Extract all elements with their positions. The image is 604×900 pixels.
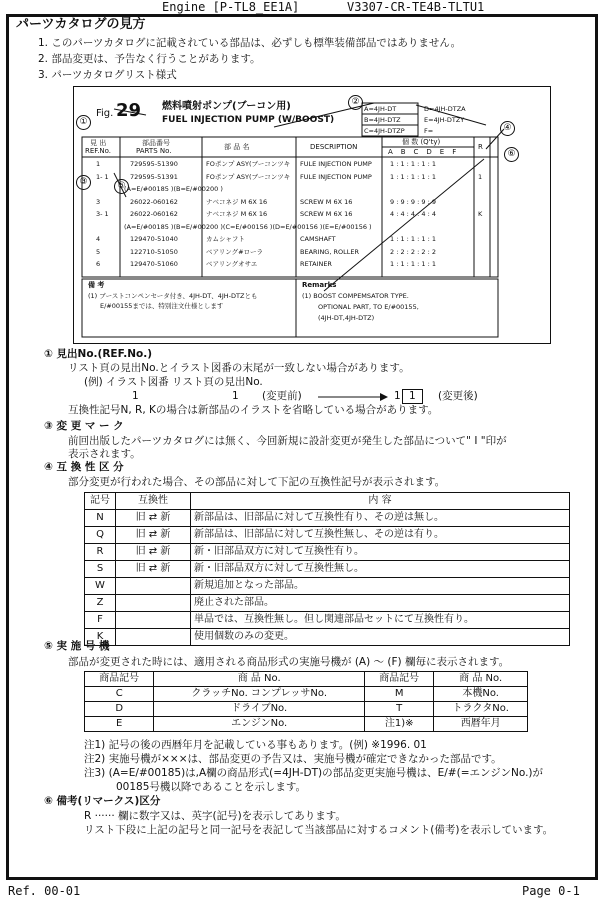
model-b: B=4JH-DTZ	[364, 116, 401, 124]
sec1-line-3: 互換性記号N, R, Kの場合は新部品のイラストを省略している場合があります。	[68, 404, 439, 416]
compat-desc: 新・旧部品双方に対して互換性無し。	[191, 561, 570, 578]
intro-3: 3. パーツカタログリスト様式	[38, 69, 177, 81]
col-qty: 個 数 (Q'ty)	[402, 138, 441, 146]
sec6-line-2: リスト下段に上記の記号と同一記号を表記して当該部品に対するコメント(備考)を表示しています。	[84, 824, 554, 836]
table-row	[85, 544, 570, 561]
compat-head-cell: 記号	[85, 493, 116, 510]
sec5-note-4: 00185号機以降であることを示します。	[116, 781, 307, 793]
sample-ref: 3	[96, 197, 101, 206]
sec1-before-illus: 1	[132, 390, 139, 402]
table-row	[85, 629, 570, 646]
compat-desc: 新規追加となった部品。	[191, 578, 570, 595]
model-c: C=4JH-DTZP	[364, 127, 405, 135]
compat-desc: 新部品は、旧部品に対して互換性無し、その逆は有り。	[191, 527, 570, 544]
compat-symbol	[116, 612, 191, 629]
arrow-icon	[318, 392, 388, 402]
sample-name: FOポンプ ASY(ブーコンツキ	[206, 172, 291, 181]
compat-desc: 単品では、互換性無し。但し関連部品セットにて互換性有り。	[191, 612, 570, 629]
compat-symbol	[116, 578, 191, 595]
intro-2: 2. 部品変更は、予告なく行うことがあります。	[38, 53, 261, 65]
product-cell: エンジンNo.	[154, 717, 365, 732]
product-cell: C	[85, 687, 154, 702]
remarks-en-title: Remarks	[302, 281, 337, 289]
sample-desc: SCREW M 6X 16	[300, 197, 353, 206]
compat-desc: 新部品は、旧部品に対して互換性有り、その逆は無し。	[191, 510, 570, 527]
sample-ref: 6	[96, 260, 101, 268]
table-row	[85, 595, 570, 612]
col-ref-jp: 見 出	[90, 139, 107, 147]
sample-ref: 1	[96, 160, 101, 168]
sec5-note-1: 注1) 記号の後の西暦年月を記載している事もあります。(例) ※1996. 01	[84, 739, 427, 751]
col-name: 部 品 名	[224, 143, 250, 151]
sec4-title: ④ 互 換 性 区 分	[44, 461, 124, 473]
compat-desc: 使用個数のみの変更。	[191, 629, 570, 646]
compat-code: K	[85, 629, 116, 646]
sample-desc: RETAINER	[300, 260, 332, 268]
sample-part: 26022-060162	[130, 197, 178, 206]
col-part-en: PARTS No.	[136, 147, 172, 155]
page-title: パーツカタログの見方	[16, 17, 146, 32]
sec1-example: (例) イラスト図番 リスト頁の見出No.	[84, 376, 263, 388]
model-f: F=	[424, 127, 434, 135]
callout-2: ②	[348, 95, 363, 110]
sample-part: 129470-51060	[130, 260, 178, 268]
table-row	[85, 578, 570, 595]
sample-part: (A=E/#00185 )(B=E/#00200 )	[124, 185, 223, 193]
fig-label: Fig.	[96, 108, 114, 119]
sec3-title: ③ 変 更 マ ー ク	[44, 420, 124, 432]
compat-code: R	[85, 544, 116, 561]
sec1-after-label: (変更後)	[438, 390, 478, 402]
page-footer	[0, 883, 604, 899]
sec4-desc: 部分変更が行われた場合、その部品に対して下記の互換性記号が表示されます。	[68, 476, 446, 488]
sample-qty: 1 : 1 : 1 : 1 : 1	[390, 260, 436, 268]
product-cell: 商品記号	[85, 672, 154, 687]
sample-part: 129470-51040	[130, 235, 178, 243]
sec1-line-1: リスト頁の見出No.とイラスト図番の末尾が一致しない場合があります。	[68, 362, 410, 374]
product-cell: ドライブNo.	[154, 702, 365, 717]
sample-qty: 2 : 2 : 2 : 2 : 2	[390, 247, 436, 256]
sample-ref: 4	[96, 235, 101, 243]
sample-name: ナベコネジ M 6X 16	[206, 210, 268, 218]
compat-code: F	[85, 612, 116, 629]
sec5-desc: 部品が変更された時には、適用される商品形式の実施号機が (A) 〜 (F) 欄毎に表示されます。	[68, 656, 510, 668]
intro-1: 1. このパーツカタログに記載されている部品は、必ずしも標準装備部品ではありません。	[38, 37, 462, 49]
sample-r: 1	[478, 172, 483, 181]
sec5-title: ⑤ 実 施 号 機	[44, 640, 110, 652]
sample-ref: 1- 1	[96, 172, 109, 181]
compat-desc: 新・旧部品双方に対して互換性有り。	[191, 544, 570, 561]
sample-name: カムシャフト	[206, 235, 245, 243]
sample-desc: FULE INJECTION PUMP	[300, 160, 372, 168]
table-row	[85, 687, 528, 702]
sec3-line-2: 表示されます。	[68, 448, 141, 460]
callout-4: ④	[500, 121, 515, 136]
product-head-row	[85, 672, 528, 687]
sample-qty: 4 : 4 : 4 : 4 : 4	[390, 210, 436, 218]
col-ref-en: REF.No.	[85, 147, 112, 155]
compat-symbol: 旧 ⇄ 新	[116, 544, 191, 561]
model-label: V3307-CR-TE4B-TLTU1	[347, 0, 485, 14]
product-cell: クラッチNo. コンプレッサNo.	[154, 687, 365, 702]
table-row	[85, 527, 570, 544]
compat-symbol: 旧 ⇄ 新	[116, 561, 191, 578]
page-label: Page 0-1	[522, 884, 580, 898]
table-row	[85, 702, 528, 717]
sample-desc: SCREW M 6X 16	[300, 210, 353, 218]
compat-code: N	[85, 510, 116, 527]
remarks-jp-title: 備 考	[88, 281, 105, 289]
remarks-en-3: (4JH-DT,4JH-DTZ)	[318, 314, 375, 322]
model-a: A=4JH-DT	[364, 105, 397, 113]
sample-desc: CAMSHAFT	[300, 235, 336, 243]
sec5-note-3: 注3) (A=E/#00185)は,A欄の商品形式(=4JH-DT)の部品変更実施号機は、E/#(=エンジンNo.)が	[84, 767, 543, 779]
compat-desc: 廃止された部品。	[191, 595, 570, 612]
compat-symbol: 旧 ⇄ 新	[116, 510, 191, 527]
col-letters: ABCDEF	[388, 148, 465, 156]
table-row	[85, 612, 570, 629]
sec1-title: ① 見出No.(REF.No.)	[44, 348, 152, 360]
sample-part: (A=E/#00185 )(B=E/#00200 )(C=E/#00156 )(D=E/#00156 )(E=E/#00156 )	[124, 222, 372, 231]
product-cell: 商品記号	[365, 672, 434, 687]
compat-table	[84, 492, 570, 646]
callout-6: ⑥	[504, 147, 519, 162]
sample-r: K	[478, 210, 483, 218]
compat-code: Z	[85, 595, 116, 612]
ref-label: Ref. 00-01	[8, 884, 81, 898]
sample-qty: 9 : 9 : 9 : 9 : 9	[390, 197, 436, 206]
sec1-after-illus: 1	[394, 390, 401, 402]
remarks-en-2: OPTIONAL PART, TO E/#00155,	[318, 303, 419, 311]
compat-code: S	[85, 561, 116, 578]
compat-symbol	[116, 595, 191, 612]
sec3-line-1: 前回出版したパーツカタログには無く、今回新規に設計変更が発生した部品について" I "印が	[68, 435, 507, 447]
col-r: R	[478, 143, 483, 151]
product-table	[84, 671, 528, 732]
sec6-title: ⑥ 備考(リマークス)区分	[44, 795, 161, 807]
fig-title-jp: 燃料噴射ポンプ(ブーコン用)	[162, 101, 291, 112]
callout-5: ⑤	[114, 179, 129, 194]
parts-list-sample	[73, 86, 551, 344]
product-cell: 注1)※	[365, 717, 434, 732]
sample-part: 729595-51391	[130, 172, 178, 181]
product-cell: T	[365, 702, 434, 717]
product-cell: トラクタNo.	[434, 702, 528, 717]
compat-code: Q	[85, 527, 116, 544]
page-header	[0, 0, 604, 14]
sec5-note-2: 注2) 実施号機が×××は、部品変更の予告又は、実施号機が確定できなかった部品です。	[84, 753, 502, 765]
product-cell: E	[85, 717, 154, 732]
compat-code: W	[85, 578, 116, 595]
callout-1: ①	[76, 115, 91, 130]
compat-symbol: 旧 ⇄ 新	[116, 527, 191, 544]
sample-part: 122710-51050	[130, 247, 178, 256]
callout-3: ③	[76, 175, 91, 190]
fig-number: 29	[116, 100, 142, 121]
col-part-jp: 部品番号	[142, 139, 170, 147]
table-row	[85, 717, 528, 732]
sample-ref: 3- 1	[96, 210, 109, 218]
sample-part: 26022-060162	[130, 210, 178, 218]
compat-head-row	[85, 493, 570, 510]
sample-qty: 1 : 1 : 1 : 1 : 1	[390, 160, 436, 168]
fig-title-en: FUEL INJECTION PUMP (W/BOOST)	[162, 115, 335, 125]
sample-qty: 1 : 1 : 1 : 1 : 1	[390, 172, 436, 181]
remarks-en-1: (1) BOOST COMPEMSATOR TYPE.	[302, 292, 409, 300]
sec1-before-ref: 1	[232, 390, 239, 402]
product-cell: M	[365, 687, 434, 702]
sec6-line-1: R ······ 欄に数字又は、英字(記号)を表示してあります。	[84, 810, 346, 822]
sample-name: ナベコネジ M 6X 16	[206, 197, 268, 206]
sample-desc: BEARING, ROLLER	[300, 247, 359, 256]
sample-name: ベアリングオサエ	[206, 260, 258, 268]
sec1-before-label: (変更前)	[262, 390, 302, 402]
compat-head-cell: 内 容	[191, 493, 570, 510]
engine-label: Engine [P-TL8_EE1A]	[162, 0, 300, 14]
sample-desc: FULE INJECTION PUMP	[300, 172, 372, 181]
sec1-after-ref: 1	[402, 389, 423, 404]
sample-name: FOポンプ ASY(ブーコンツキ	[206, 160, 291, 168]
sample-ref: 5	[96, 247, 101, 256]
compat-head-cell: 互換性	[116, 493, 191, 510]
product-cell: D	[85, 702, 154, 717]
product-cell: 本機No.	[434, 687, 528, 702]
sample-name: ベアリング#ローラ	[206, 247, 264, 256]
remarks-jp-1: (1) ブーストコンペンセータ付き、4JH-DT、4JH-DTZとも	[88, 292, 258, 300]
remarks-jp-2: E/#00155までは、特別注文仕様とします	[100, 302, 224, 310]
product-cell: 商 品 No.	[154, 672, 365, 687]
product-cell: 西暦年月	[434, 717, 528, 732]
col-desc: DESCRIPTION	[310, 143, 358, 151]
sample-qty: 1 : 1 : 1 : 1 : 1	[390, 235, 436, 243]
model-d: D=4JH-DTZA	[424, 105, 466, 113]
table-row	[85, 561, 570, 578]
compat-symbol	[116, 629, 191, 646]
table-row	[85, 510, 570, 527]
model-e: E=4JH-DTZY	[424, 116, 465, 124]
sample-part: 729595-51390	[130, 160, 178, 168]
product-cell: 商 品 No.	[434, 672, 528, 687]
